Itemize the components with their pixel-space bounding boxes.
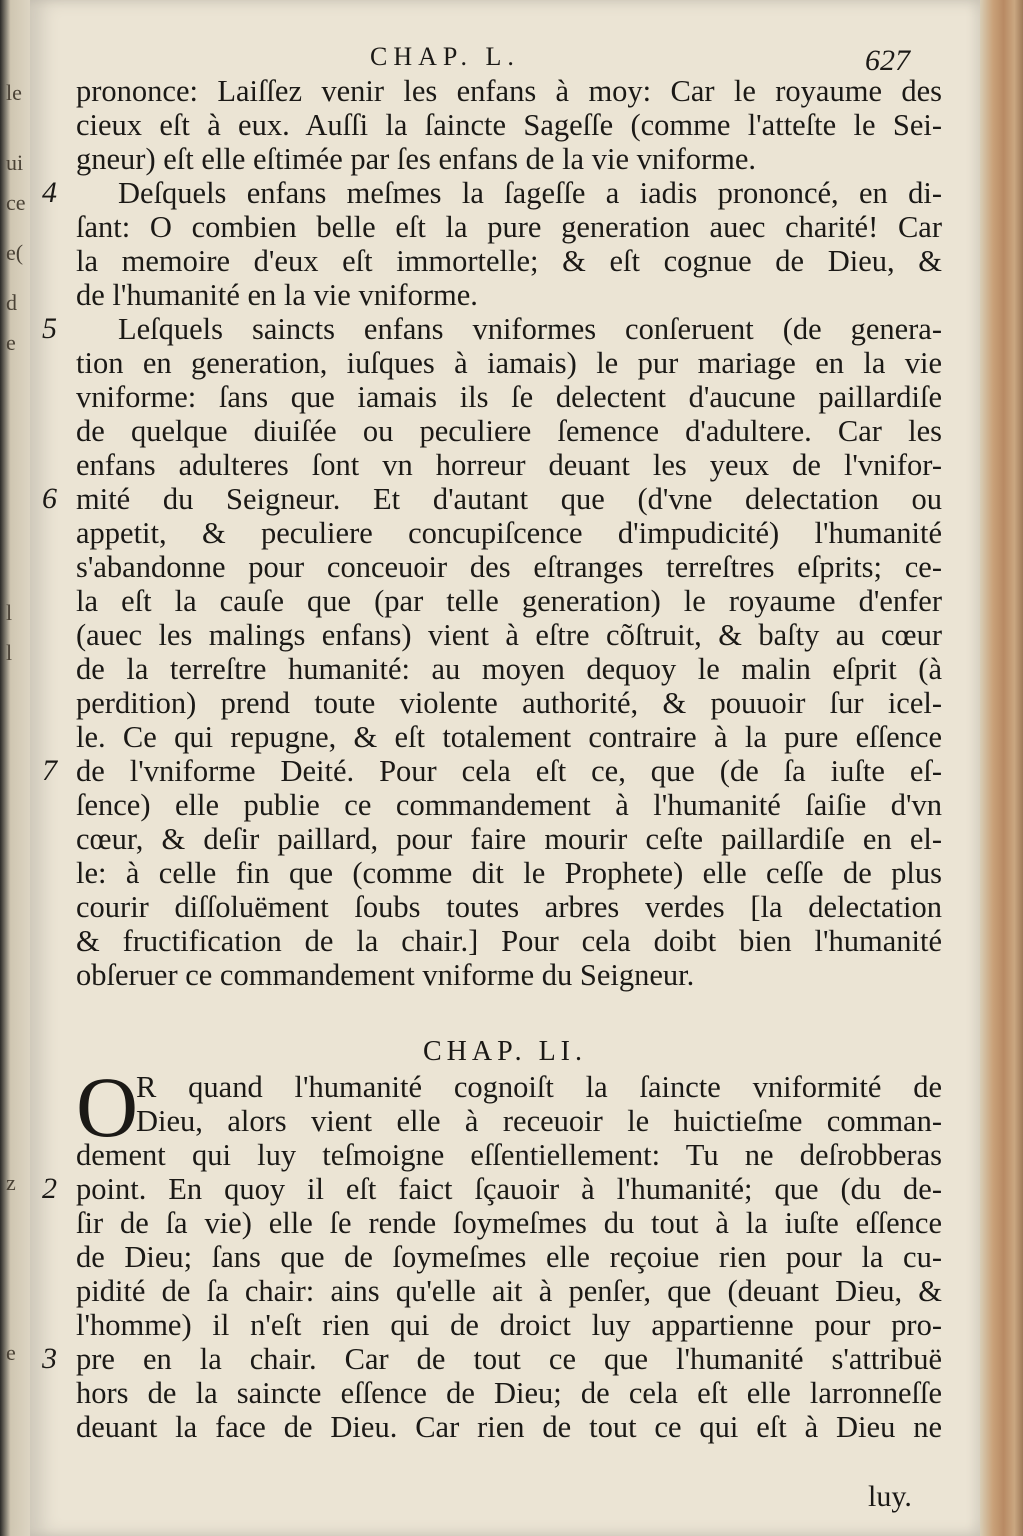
text-line: de Dieu; ſans que de ſoymeſmes elle reçoiue rien pour la cu- bbox=[76, 1240, 942, 1274]
text-line: dement qui luy teſmoigne eſſentiellement: Tu ne deſrobberas bbox=[76, 1138, 942, 1172]
text-line: obſeruer ce commandement vniforme du Seigneur. bbox=[76, 958, 695, 992]
text-line: mité du Seigneur. Et d'autant que (d'vne delectation ou bbox=[76, 482, 942, 516]
page-number: 627 bbox=[865, 44, 910, 77]
text-line: pre en la chair. Car de tout ce que l'humanité s'attribuë bbox=[76, 1342, 942, 1376]
text-line: de l'humanité en la vie vniforme. bbox=[76, 278, 478, 312]
chapter-heading: CHAP. LI. bbox=[422, 1036, 587, 1067]
text-line: le: à celle fin que (comme dit le Prophete) elle ceſſe de plus bbox=[76, 856, 942, 890]
text-line: enfans adulteres ſont vn horreur deuant les yeux de l'vnifor- bbox=[76, 448, 942, 482]
text-line: Leſquels saincts enfans vniformes conſeruent (de genera- bbox=[118, 312, 942, 346]
text-line: appetit, & peculiere concupiſcence d'impudicité) l'humanité bbox=[76, 516, 942, 550]
verse-number: 5 bbox=[42, 312, 57, 345]
adjacent-page-edge: le ui ce e( d e l l z e bbox=[0, 0, 30, 1536]
catchword: luy. bbox=[868, 1480, 912, 1513]
text-line: s'abandonne pour conceuoir des eſtranges terreſtres eſprits; ce- bbox=[76, 550, 942, 584]
text-line: le. Ce qui repugne, & eſt totalement contraire à la pure eſſence bbox=[76, 720, 942, 754]
chapter-50-text bbox=[76, 74, 942, 992]
text-line: hors de la saincte eſſence de Dieu; de cela eſt elle larronneſſe bbox=[76, 1376, 942, 1410]
text-line: l'homme) il n'eſt rien qui de droict luy appartienne pour pro- bbox=[76, 1308, 942, 1342]
verse-number: 2 bbox=[42, 1172, 57, 1205]
text-line: cœur, & deſir paillard, pour faire mourir ceſte paillardiſe en el- bbox=[76, 822, 942, 856]
text-line: de la terreſtre humanité: au moyen dequoy le malin eſprit (à bbox=[76, 652, 942, 686]
text-line: ſant: O combien belle eſt la pure generation auec charité! Car bbox=[76, 210, 942, 244]
text-line: la eſt la cauſe que (par telle generation) le royaume d'enfer bbox=[76, 584, 942, 618]
verse-number: 4 bbox=[42, 176, 57, 209]
text-line: la memoire d'eux eſt immortelle; & eſt cognue de Dieu, & bbox=[76, 244, 942, 278]
text-line: R quand l'humanité cognoiſt la ſaincte vniformité de bbox=[136, 1070, 942, 1104]
text-line: prononce: Laiſſez venir les enfans à moy: Car le royaume des bbox=[76, 74, 942, 108]
text-line: tion en generation, iuſques à iamais) le pur mariage en la vie bbox=[76, 346, 942, 380]
verse-number: 3 bbox=[42, 1342, 57, 1375]
verse-number: 6 bbox=[42, 482, 57, 515]
book-fore-edge bbox=[980, 0, 1023, 1536]
text-line: courir diſſoluëment ſoubs toutes arbres verdes [la delectation bbox=[76, 890, 942, 924]
drop-cap: O bbox=[76, 1059, 139, 1155]
text-line: cieux eſt à eux. Auſſi la ſaincte Sageſſe (comme l'atteſte le Sei- bbox=[76, 108, 942, 142]
running-head: CHAP. L. bbox=[370, 42, 520, 71]
verse-number: 7 bbox=[42, 754, 57, 787]
text-line: de l'vniforme Deité. Pour cela eſt ce, que (de ſa iuſte eſ- bbox=[76, 754, 942, 788]
text-line: ſir de ſa vie) elle ſe rende ſoymeſmes du tout à la iuſte eſſence bbox=[76, 1206, 942, 1240]
text-line: Dieu, alors vient elle à receuoir le huictieſme comman- bbox=[136, 1104, 942, 1138]
text-line: deuant la face de Dieu. Car rien de tout ce qui eſt à Dieu ne bbox=[76, 1410, 942, 1444]
text-line: ſence) elle publie ce commandement à l'humanité ſaiſie d'vn bbox=[76, 788, 942, 822]
text-line: pidité de ſa chair: ains qu'elle ait à penſer, que (deuant Dieu, & bbox=[76, 1274, 942, 1308]
text-line: & fructification de la chair.] Pour cela doibt bien l'humanité bbox=[76, 924, 942, 958]
text-line: point. En quoy il eſt faict ſçauoir à l'humanité; que (du de- bbox=[76, 1172, 942, 1206]
text-line: perdition) prend toute violente authorité, & pouuoir ſur icel- bbox=[76, 686, 942, 720]
text-line: (auec les malings enfans) vient à eſtre cõſtruit, & baſty au cœur bbox=[76, 618, 942, 652]
text-line: de quelque diuiſée ou peculiere ſemence d'adultere. Car les bbox=[76, 414, 942, 448]
book-page bbox=[30, 0, 980, 1536]
chapter-51-text bbox=[76, 1059, 942, 1444]
text-line: gneur) eſt elle eſtimée par ſes enfans de la vie vniforme. bbox=[76, 142, 757, 176]
text-line: Deſquels enfans meſmes la ſageſſe a iadis prononcé, en di- bbox=[118, 176, 942, 210]
text-line: vniforme: ſans que iamais ils ſe delectent d'aucune paillardiſe bbox=[76, 380, 942, 414]
